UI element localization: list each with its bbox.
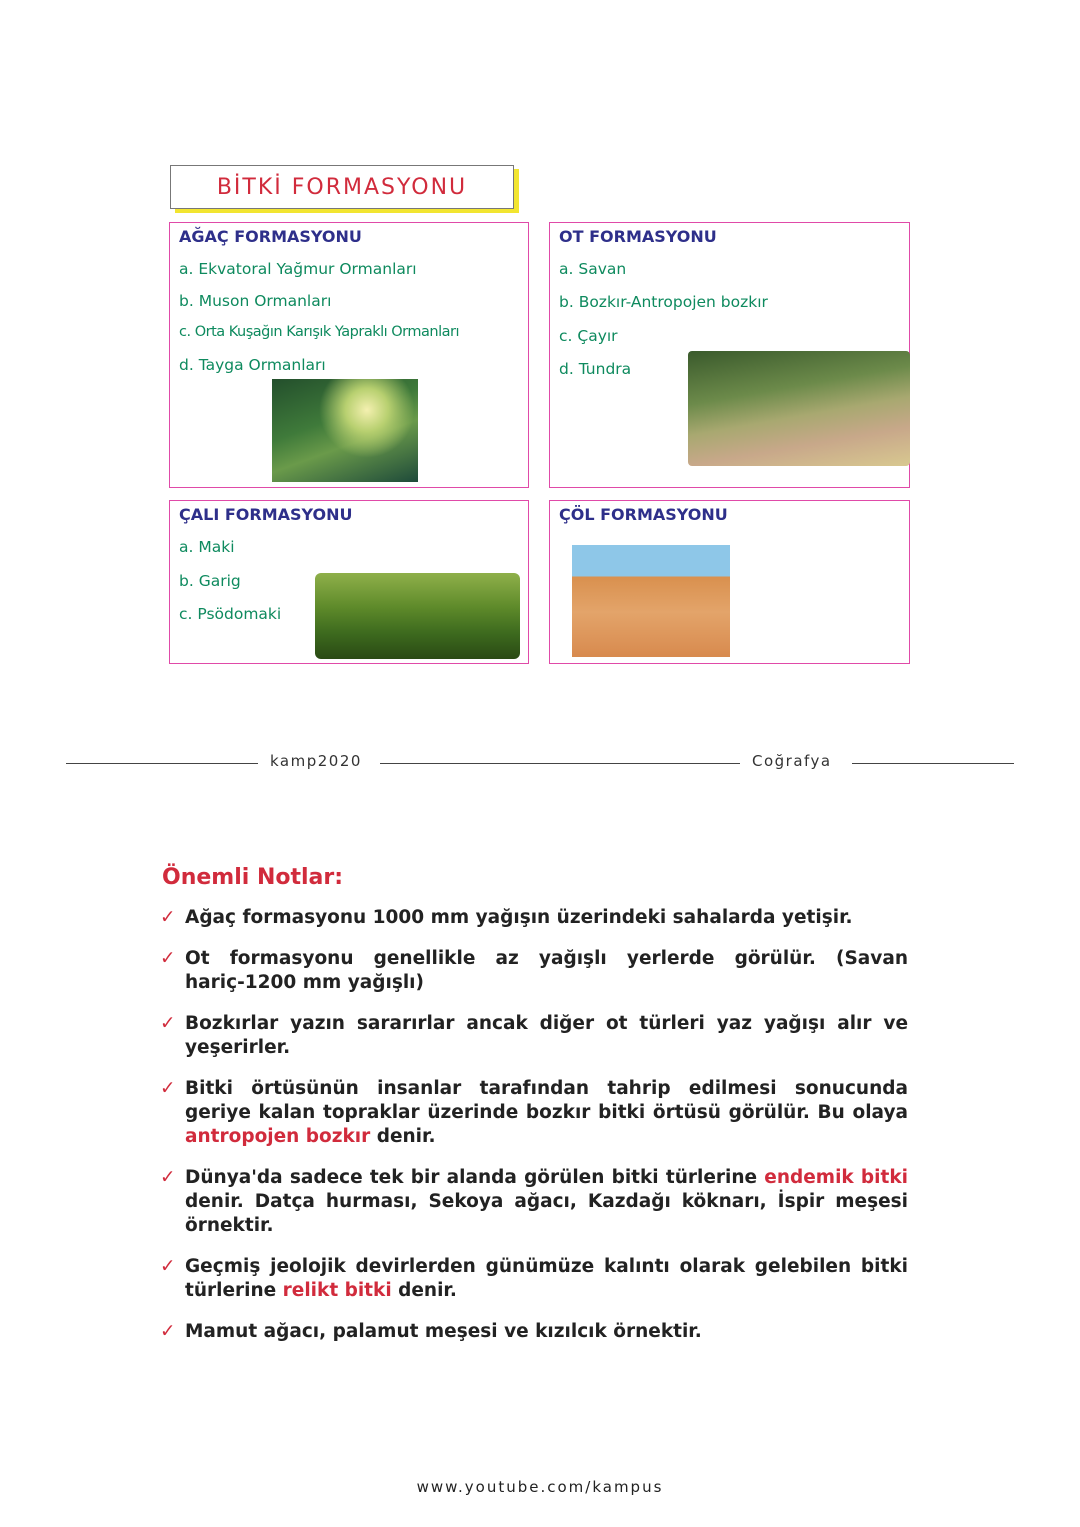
check-icon: ✓	[160, 1256, 176, 1277]
list-item: b. Muson Ormanları	[179, 292, 332, 310]
footer-right: Coğrafya	[752, 752, 832, 770]
notes-list	[160, 906, 908, 1361]
desert-image	[572, 545, 730, 657]
check-icon: ✓	[160, 1167, 176, 1188]
highlighted-term: antropojen bozkır	[185, 1126, 371, 1147]
section-heading: ÇÖL FORMASYONU	[559, 505, 728, 524]
check-icon: ✓	[160, 907, 176, 928]
footer-divider	[852, 763, 1014, 764]
list-item: c. Çayır	[559, 327, 618, 345]
note-text: Ot formasyonu genellikle az yağışlı yerlerde görülür. (Savan hariç-1200 mm yağışlı)	[185, 948, 908, 993]
list-item: d. Tayga Ormanları	[179, 356, 326, 374]
highlighted-term: relikt bitki	[282, 1280, 392, 1301]
list-item: b. Garig	[179, 572, 241, 590]
list-item: a. Ekvatoral Yağmur Ormanları	[179, 260, 417, 278]
note-text: Ağaç formasyonu 1000 mm yağışın üzerindeki sahalarda yetişir.	[185, 907, 853, 928]
list-item: b. Bozkır-Antropojen bozkır	[559, 293, 768, 311]
footer-url: www.youtube.com/kampus	[416, 1478, 664, 1496]
section-heading: ÇALI FORMASYONU	[179, 505, 353, 524]
highlighted-term: endemik bitki	[764, 1167, 908, 1188]
footer-divider	[380, 763, 740, 764]
list-item: a. Savan	[559, 260, 627, 278]
col-formasyonu-box	[549, 500, 910, 664]
rainforest-image	[272, 379, 418, 482]
list-item: c. Orta Kuşağın Karışık Yapraklı Ormanları	[179, 324, 459, 340]
note-item	[160, 1012, 908, 1060]
note-item	[160, 947, 908, 995]
note-item	[160, 1077, 908, 1149]
note-text: Mamut ağacı, palamut meşesi ve kızılcık örnektir.	[185, 1321, 702, 1342]
list-item: c. Psödomaki	[179, 605, 282, 623]
notes-title: Önemli Notlar:	[162, 865, 344, 890]
note-text: Dünya'da sadece tek bir alanda görülen bitki türlerine	[185, 1167, 765, 1188]
note-text: denir.	[391, 1280, 457, 1301]
note-item	[160, 906, 908, 930]
ot-formasyonu-box	[549, 222, 910, 488]
list-item: d. Tundra	[559, 360, 632, 378]
footer-divider	[66, 763, 258, 764]
check-icon: ✓	[160, 1078, 176, 1099]
note-text: Geçmiş jeolojik devirlerden günümüze kalıntı olarak gelebilen bitki türlerine	[185, 1256, 908, 1301]
list-item: a. Maki	[179, 538, 235, 556]
check-icon: ✓	[160, 1013, 176, 1034]
section-heading: AĞAÇ FORMASYONU	[179, 227, 362, 246]
note-text: Bitki örtüsünün insanlar tarafından tahrip edilmesi sonucunda geriye kalan topraklar üzerinde bozkır bitki örtüsü görülür. Bu olaya	[185, 1078, 908, 1123]
steppe-image	[688, 351, 910, 466]
note-item	[160, 1255, 908, 1303]
note-text: denir.	[370, 1126, 436, 1147]
agac-formasyonu-box	[169, 222, 529, 488]
note-text: denir. Datça hurması, Sekoya ağacı, Kazdağı köknarı, İspir meşesi örnektir.	[185, 1191, 908, 1236]
check-icon: ✓	[160, 1321, 176, 1342]
note-item	[160, 1166, 908, 1238]
note-item	[160, 1320, 908, 1344]
title-box	[170, 165, 514, 209]
section-heading: OT FORMASYONU	[559, 227, 717, 246]
note-text: Bozkırlar yazın sararırlar ancak diğer ot türleri yaz yağışı alır ve yeşerirler.	[185, 1013, 908, 1058]
check-icon: ✓	[160, 948, 176, 969]
page-title: BİTKİ FORMASYONU	[216, 174, 468, 200]
footer-left: kamp2020	[270, 752, 362, 770]
maquis-image	[315, 573, 520, 659]
cali-formasyonu-box	[169, 500, 529, 664]
